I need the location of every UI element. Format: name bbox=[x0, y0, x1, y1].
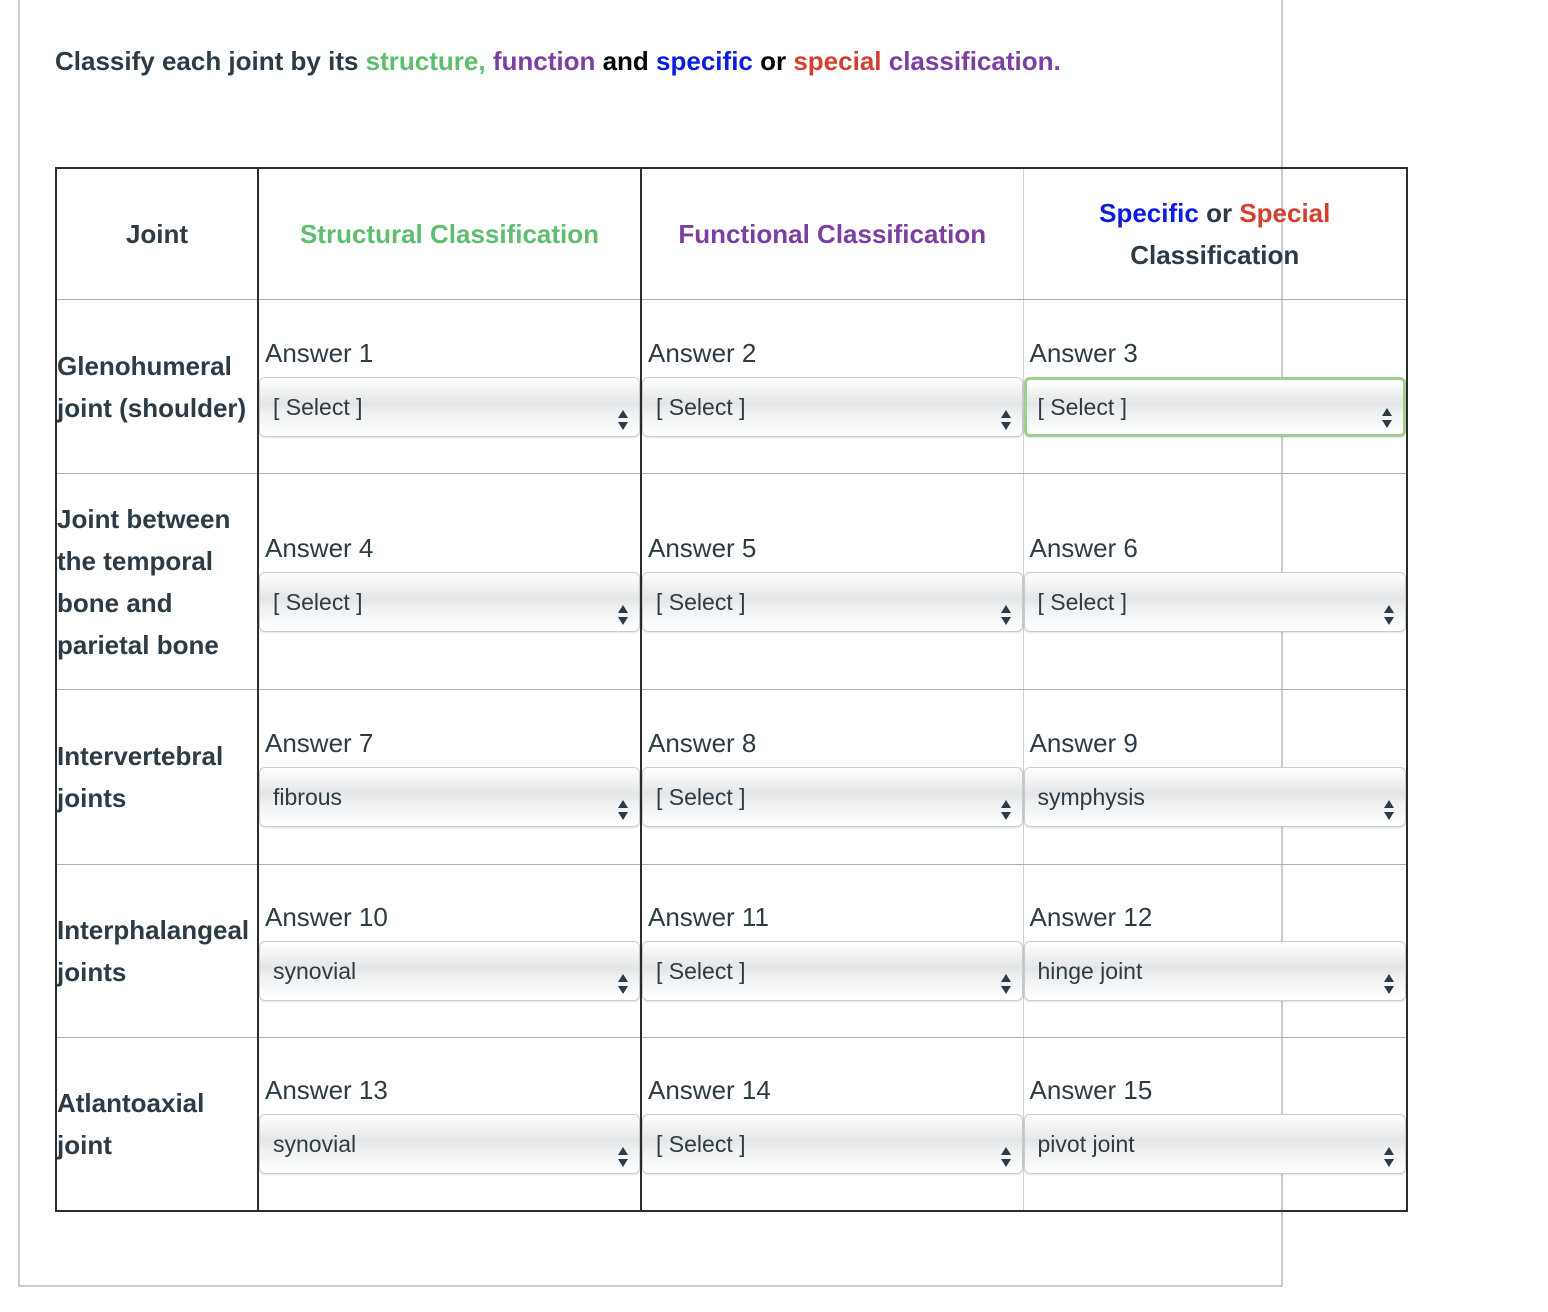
joint-name: Joint between the temporal bone and parietal bone bbox=[56, 474, 258, 690]
answer-label: Answer 11 bbox=[648, 902, 769, 932]
answer-select[interactable] bbox=[259, 572, 640, 632]
answer-cell bbox=[641, 865, 1023, 1038]
prompt-or: or bbox=[760, 46, 787, 76]
answer-cell bbox=[641, 474, 1023, 690]
answer-cell bbox=[258, 1038, 641, 1211]
answer-label: Answer 14 bbox=[648, 1074, 771, 1105]
answer-select[interactable] bbox=[259, 941, 640, 1001]
answer-select[interactable] bbox=[642, 941, 1023, 1001]
select-arrows-icon bbox=[1383, 959, 1395, 983]
select-arrows-icon bbox=[1383, 1132, 1395, 1156]
header-row bbox=[56, 168, 1407, 300]
answer-label: Answer 10 bbox=[265, 902, 388, 932]
answer-cell bbox=[258, 865, 641, 1038]
answer-select[interactable] bbox=[1024, 377, 1407, 437]
answer-label: Answer 2 bbox=[648, 337, 757, 368]
table-row bbox=[56, 300, 1407, 474]
select-arrows-icon bbox=[617, 1132, 629, 1156]
answer-label: Answer 1 bbox=[265, 337, 374, 368]
answer-cell bbox=[641, 300, 1023, 474]
select-arrows-icon bbox=[1383, 590, 1395, 614]
answer-cell bbox=[1023, 865, 1407, 1038]
select-value: [ Select ] bbox=[656, 393, 746, 420]
select-value: pivot joint bbox=[1037, 1130, 1135, 1157]
table-row bbox=[56, 474, 1407, 690]
joint-name: Atlantoaxial joint bbox=[56, 1038, 258, 1211]
joint-name: Intervertebral joints bbox=[56, 690, 258, 865]
prompt-function: function bbox=[492, 46, 596, 76]
answer-cell bbox=[1023, 1038, 1407, 1211]
select-value: hinge joint bbox=[1037, 958, 1143, 984]
prompt-classification: classification. bbox=[888, 46, 1061, 76]
joint-name: Glenohumeral joint (shoulder) bbox=[56, 300, 258, 474]
answer-label: Answer 3 bbox=[1029, 337, 1138, 368]
answer-select[interactable] bbox=[1024, 767, 1407, 827]
answer-select[interactable] bbox=[642, 767, 1023, 827]
answer-select[interactable] bbox=[1024, 572, 1407, 632]
answer-cell bbox=[258, 300, 641, 474]
answer-cell bbox=[641, 1038, 1023, 1211]
answer-label: Answer 6 bbox=[1029, 532, 1138, 563]
answer-label: Answer 13 bbox=[265, 1074, 388, 1105]
header-specific-special bbox=[1023, 168, 1407, 300]
answer-select[interactable] bbox=[259, 1114, 640, 1174]
select-value: [ Select ] bbox=[1037, 393, 1127, 420]
select-value: [ Select ] bbox=[656, 588, 746, 615]
header-structural: Structural Classification bbox=[258, 168, 641, 300]
select-arrows-icon bbox=[1000, 785, 1012, 809]
answer-select[interactable] bbox=[1024, 1114, 1407, 1174]
select-arrows-icon bbox=[1000, 959, 1012, 983]
answer-label: Answer 12 bbox=[1029, 902, 1153, 932]
select-arrows-icon bbox=[617, 959, 629, 983]
answer-select[interactable] bbox=[259, 767, 640, 827]
answer-label: Answer 5 bbox=[648, 532, 757, 563]
prompt-text: Classify each joint by its bbox=[55, 46, 366, 76]
select-arrows-icon bbox=[617, 590, 629, 614]
answer-select[interactable] bbox=[259, 377, 640, 437]
select-arrows-icon bbox=[1000, 395, 1012, 419]
question-prompt bbox=[55, 46, 1061, 77]
select-arrows-icon bbox=[1000, 590, 1012, 614]
select-arrows-icon bbox=[1383, 785, 1395, 809]
select-value: fibrous bbox=[273, 784, 343, 810]
select-value: symphysis bbox=[1037, 784, 1145, 810]
answer-label: Answer 8 bbox=[648, 728, 757, 758]
prompt-special: special bbox=[793, 46, 882, 76]
classification-table bbox=[55, 167, 1408, 1212]
answer-cell bbox=[1023, 690, 1407, 865]
answer-cell bbox=[1023, 474, 1407, 690]
prompt-and: and bbox=[602, 46, 649, 76]
answer-label: Answer 9 bbox=[1029, 728, 1138, 758]
select-value: [ Select ] bbox=[656, 784, 746, 810]
header-classification: Classification bbox=[1130, 240, 1300, 270]
answer-label: Answer 15 bbox=[1029, 1074, 1153, 1105]
select-arrows-icon bbox=[617, 785, 629, 809]
select-value: [ Select ] bbox=[1037, 588, 1127, 615]
answer-cell bbox=[641, 690, 1023, 865]
answer-cell bbox=[258, 690, 641, 865]
table-row bbox=[56, 690, 1407, 865]
table-row bbox=[56, 865, 1407, 1038]
answer-cell bbox=[1023, 300, 1407, 474]
prompt-specific: specific bbox=[656, 46, 753, 76]
answer-select[interactable] bbox=[1024, 941, 1407, 1001]
answer-label: Answer 7 bbox=[265, 728, 374, 758]
table-row bbox=[56, 1038, 1407, 1211]
joint-name: Interphalangeal joints bbox=[56, 865, 258, 1038]
prompt-structure: structure, bbox=[365, 46, 486, 76]
select-value: [ Select ] bbox=[273, 393, 363, 420]
header-functional: Functional Classification bbox=[641, 168, 1023, 300]
select-value: synovial bbox=[273, 1130, 357, 1157]
answer-select[interactable] bbox=[642, 377, 1023, 437]
answer-select[interactable] bbox=[642, 1114, 1023, 1174]
select-value: [ Select ] bbox=[273, 588, 363, 615]
answer-cell bbox=[258, 474, 641, 690]
header-joint: Joint bbox=[56, 168, 258, 300]
header-specific: Specific bbox=[1099, 198, 1199, 228]
select-arrows-icon bbox=[1000, 1132, 1012, 1156]
header-or: or bbox=[1206, 198, 1233, 228]
select-arrows-icon bbox=[1381, 395, 1393, 419]
answer-select[interactable] bbox=[642, 572, 1023, 632]
header-special: Special bbox=[1239, 198, 1331, 228]
select-arrows-icon bbox=[617, 395, 629, 419]
answer-label: Answer 4 bbox=[265, 532, 374, 563]
select-value: [ Select ] bbox=[656, 958, 746, 984]
select-value: [ Select ] bbox=[656, 1130, 746, 1157]
select-value: synovial bbox=[273, 958, 357, 984]
